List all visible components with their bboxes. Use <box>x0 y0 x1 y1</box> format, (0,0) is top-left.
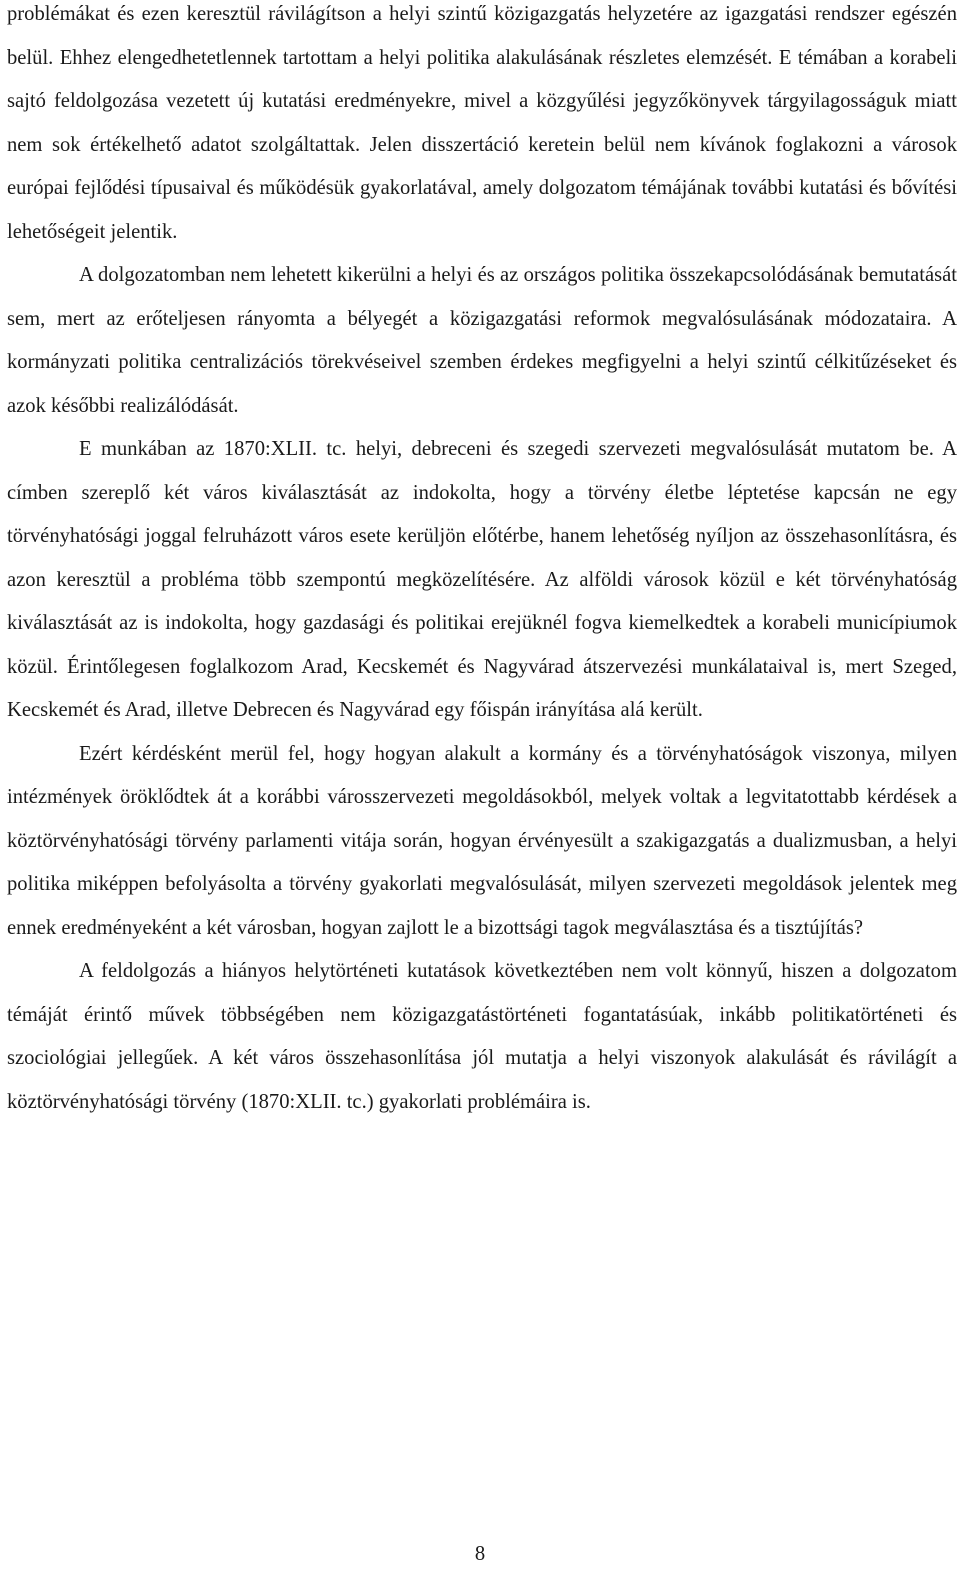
page-number: 8 <box>474 1543 486 1565</box>
document-body <box>7 0 957 1124</box>
paragraph-continuation: problémákat és ezen keresztül rávilágítson a helyi szintű közigazgatás helyzetére az igazgatási rendszer egészén belül. Ehhez elengedhetetlennek tartottam a helyi politika alakulásának részletes elemzését. E témában a korabeli sajtó feldolgozása vezetett új kutatási eredményekre, mivel a közgyűlési jegyzőkönyvek tárgyilagosságuk miatt nem sok értékelhető adatot szolgáltattak. Jelen disszertáció keretein belül nem kívánok foglakozni a városok európai fejlődési típusaival és működésük gyakorlatával, amely dolgozatom témájának további kutatási és bővítési lehetőségeit jelentik. <box>7 3 957 243</box>
paragraph-questions: Ezért kérdésként merül fel, hogy hogyan alakult a kormány és a törvényhatóságok viszonya, milyen intézmények öröklődtek át a korábbi városszervezeti megoldásokból, melyek voltak a legvitatottabb kérdések a köztörvényhatósági törvény parlamenti vitája során, hogyan érvényesült a szakigazgatás a dualizmusban, a helyi politika miképpen befolyásolta a törvény gyakorlati megvalósulását, milyen szervezeti megoldások jelentek meg ennek eredményeként a két városban, hogyan zajlott le a bizottsági tagok megválasztása és a tisztújítás? <box>7 742 957 939</box>
paragraph-sources: A feldolgozás a hiányos helytörténeti kutatások következtében nem volt könnyű, hiszen a dolgozatom témáját érintő művek többségében nem közigazgatástörténeti fogantatásúak, inkább politikatörténeti és szociológiai jellegűek. A két város összehasonlítása jól mutatja a helyi viszonyok alakulását és rávilágít a köztörvényhatósági törvény (1870:XLII. tc.) gyakorlati problémáira is. <box>7 960 957 1113</box>
paragraph-cities: E munkában az 1870:XLII. tc. helyi, debreceni és szegedi szervezeti megvalósulását mutatom be. A címben szereplő két város kiválasztását az indokolta, hogy a törvény életbe léptetése kapcsán ne egy törvényhatósági joggal felruházott város esete kerüljön előtérbe, hanem lehetőség nyíljon az összehasonlításra, és azon keresztül a probléma több szempontú megközelítésére. Az alföldi városok közül e két törvényhatóság kiválasztását az is indokolta, hogy gazdasági és politikai erejüknél fogva kiemelkedtek a korabeli municípiumok közül. Érintőlegesen foglalkozom Arad, Kecskemét és Nagyvárad átszervezési munkálataival is, mert Szeged, Kecskemét és Arad, illetve Debrecen és Nagyvárad egy főispán irányítása alá került. <box>7 438 957 721</box>
paragraph-politics: A dolgozatomban nem lehetett kikerülni a helyi és az országos politika összekapcsolódásának bemutatását sem, mert az erőteljesen rányomta a bélyegét a közigazgatási reformok megvalósulásának módozataira. A kormányzati politika centralizációs törekvéseivel szemben érdekes megfigyelni a helyi szintű célkitűzéseket és azok későbbi realizálódását. <box>7 264 957 417</box>
